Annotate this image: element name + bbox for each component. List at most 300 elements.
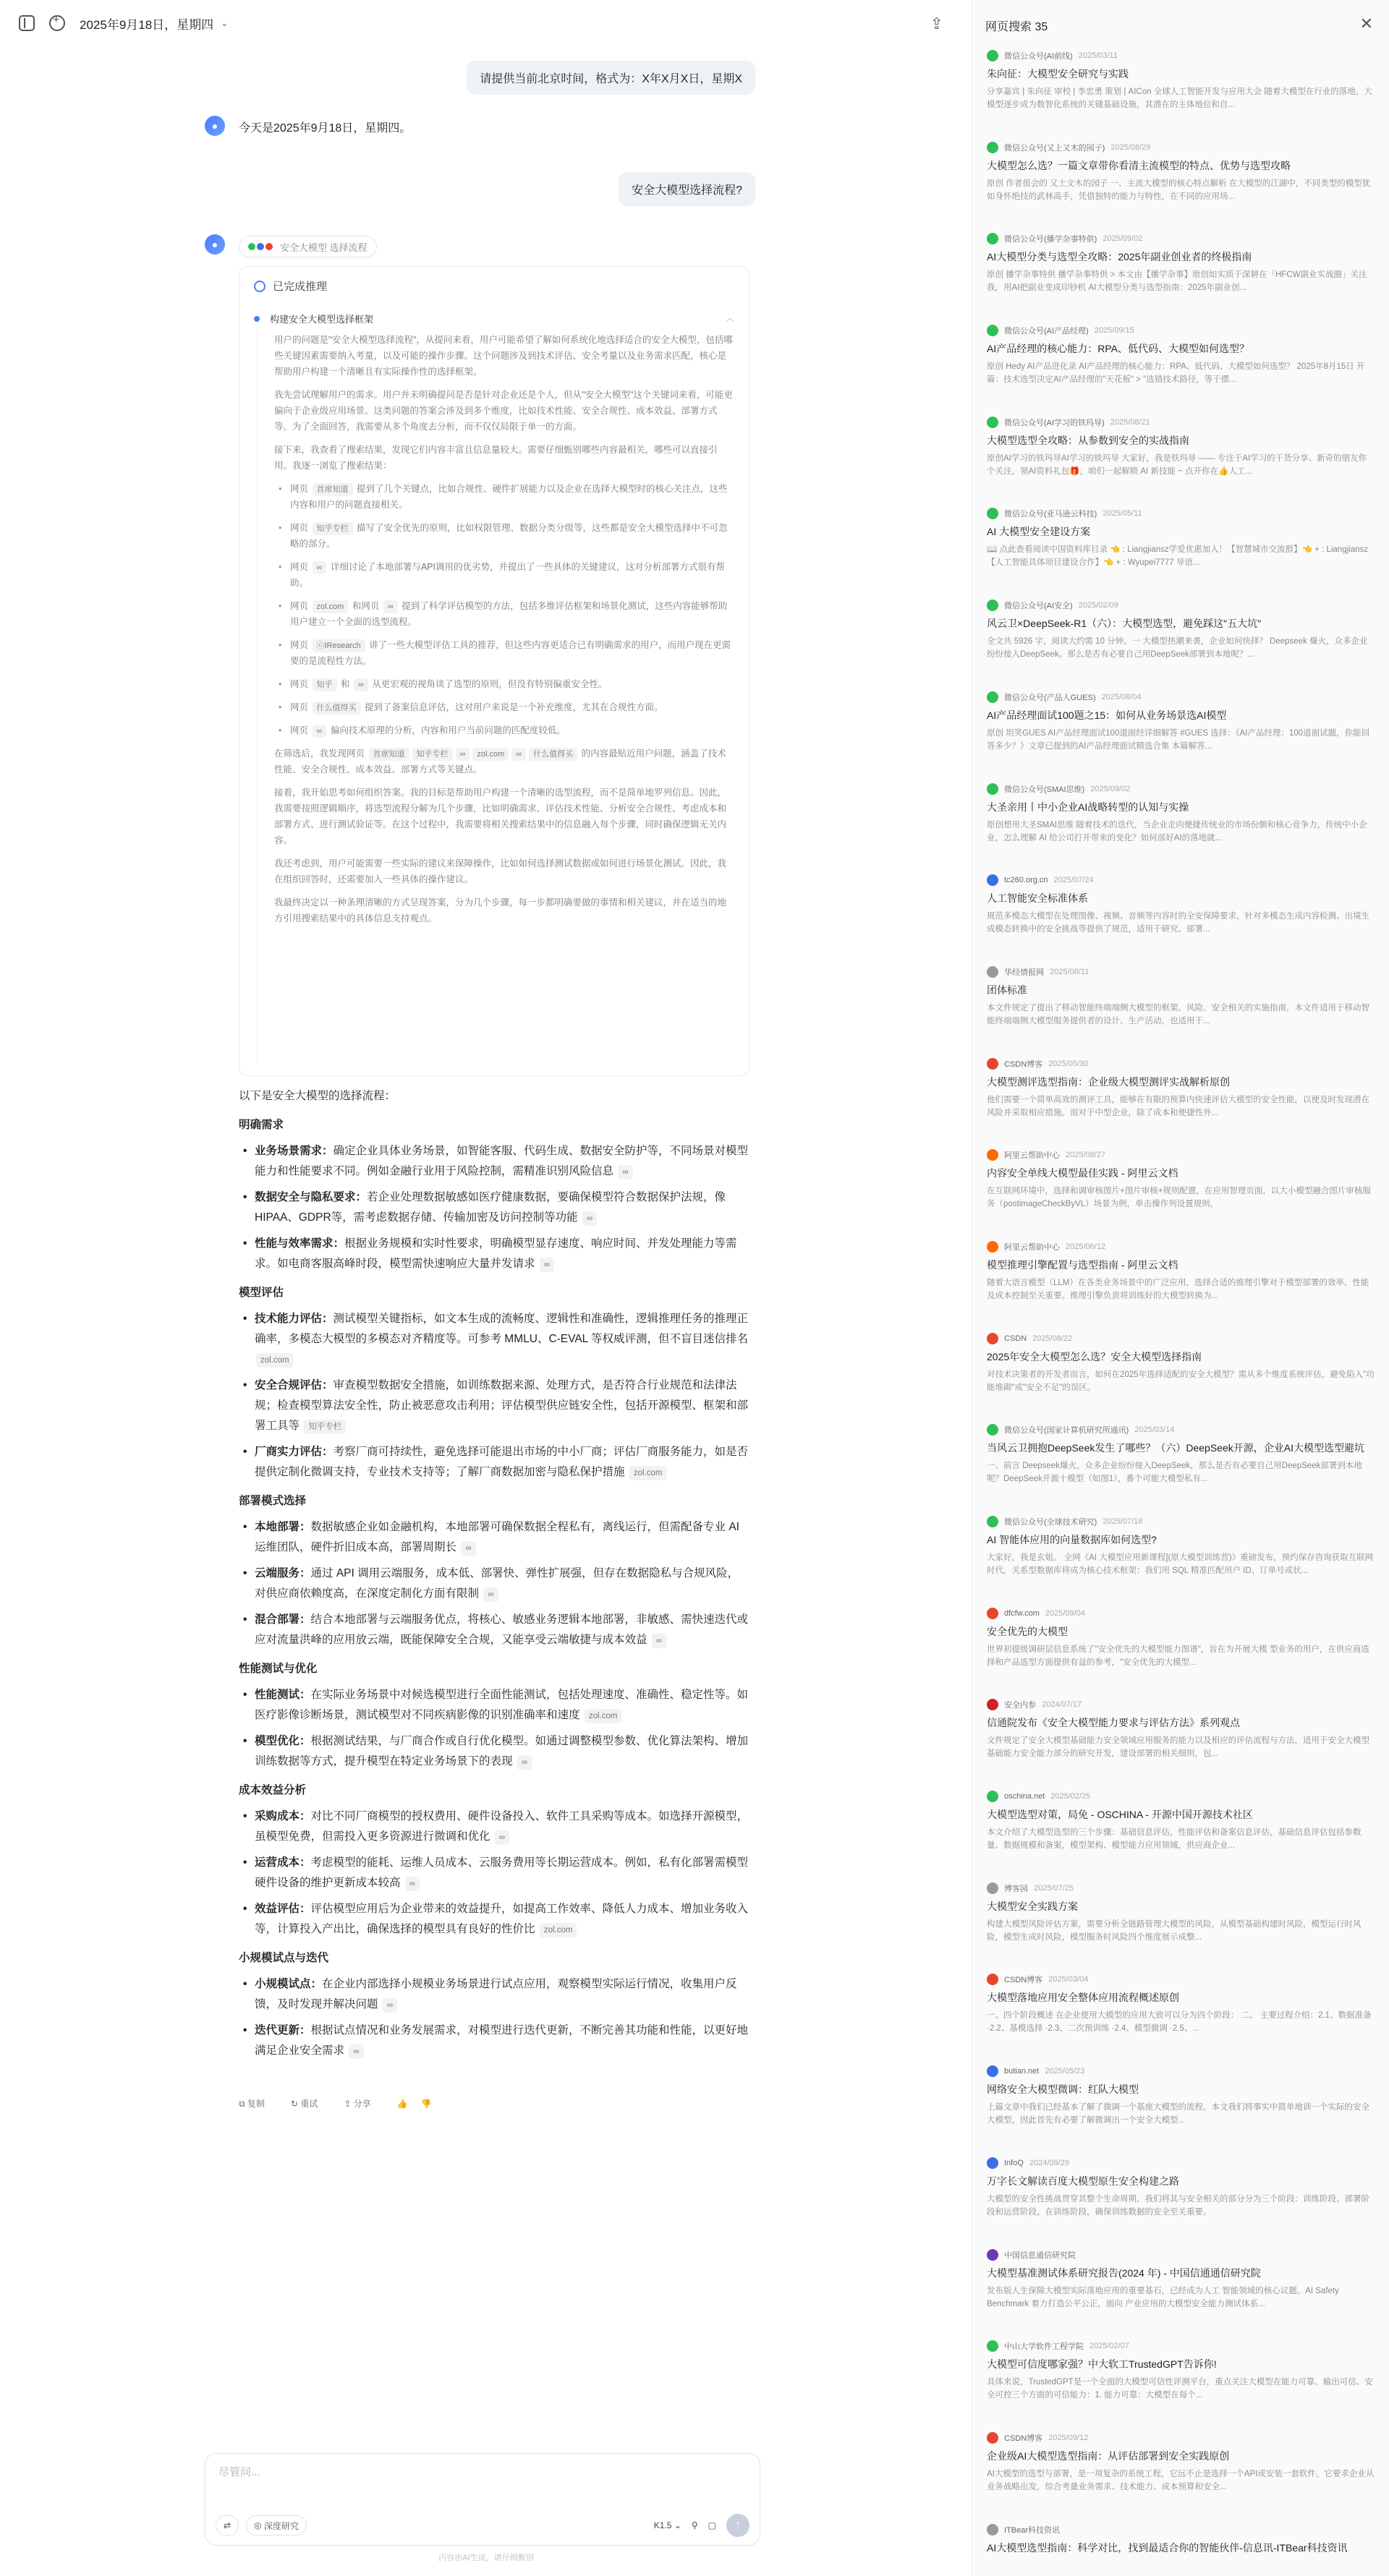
chat-title[interactable]: 2025年9月18日，星期四 <box>80 17 214 32</box>
source-chip[interactable]: ⓒIResearch <box>313 639 365 652</box>
result-title[interactable]: 风云卫×DeepSeek-R1（六）：大模型选型，避免踩这"五大坑" <box>987 618 1262 630</box>
search-result[interactable] <box>972 1698 1389 1790</box>
reasoning-body <box>274 332 734 934</box>
result-snippet: 本文介绍了大模型选型的三个步骤：基础信息评估，性能评估和备案信息评估，基础信息评估包括参数量、数据规模和备案，模型架构、模型能力应用领域，供应商企业... <box>987 1828 1362 1851</box>
answer-item-text: 数据敏感企业如金融机构，本地部署可确保数据全程私有，离线运行，但需配备专业 AI 运维团队，硬件折旧成本高，部署周期长 <box>255 1521 739 1553</box>
source-favicon-icon <box>987 691 998 703</box>
cube-icon[interactable]: ▢ <box>708 2520 716 2530</box>
result-source: 微信公众号(AI产品经理) 2025/09/15 <box>987 324 1375 337</box>
search-result[interactable] <box>972 324 1389 416</box>
result-snippet: 规范多模态大模型在处理图像、视频、音频等内容时的全安保障要求，针对多模态生成内容检测、出境生成模态转换中的安全挑战等提供了规范，适用于研究、部署... <box>987 912 1369 934</box>
source-favicon-icon <box>987 1424 998 1436</box>
close-icon[interactable]: ✕ <box>1359 14 1373 33</box>
answer-item-text: 考察厂商可持续性，避免选择可能退出市场的中小厂商；评估厂商服务能力，如是否提供定制化微调支持，专业技术支持等；了解厂商数据加密与隐私保护措施 <box>255 1446 749 1478</box>
citation-chip[interactable]: ∞ <box>461 1541 475 1556</box>
result-snippet: 上篇文章中我们已经基本了解了微调一个基座大模型的流程。本文我们将事实中简单地训一个实际的安全大模型，因此首先有必要了解微调出一个安全大模型... <box>987 2103 1369 2125</box>
answer-section-heading: 明确需求 <box>239 1119 284 1131</box>
result-snippet: 原创 播学杂事特供 播学杂事特供 > 本文由【播学杂事】原创如实质于深耕在「HFCW副业实战圈」关注我，用AI把副业变成印钞机 AI大模型分类与选型指南：2025年副业创... <box>987 270 1367 293</box>
search-result[interactable] <box>972 1515 1389 1607</box>
result-source: dfcfw.com 2025/09/04 <box>987 1607 1375 1620</box>
search-result[interactable] <box>972 2340 1389 2431</box>
result-source: 微信公众号(又上又木的园子) 2025/08/29 <box>987 141 1375 154</box>
share-icon[interactable]: ⇪ <box>930 14 943 33</box>
source-favicon-icon <box>987 966 998 978</box>
retry-button[interactable]: ↻ 重试 <box>290 2099 318 2109</box>
search-result[interactable] <box>972 2248 1389 2340</box>
answer-item-text: 根据试点情况和业务发展需求，对模型进行迭代更新，不断完善其功能和性能，以更好地满足企业安全需求 <box>255 2024 749 2057</box>
source-favicon-icon <box>987 2249 998 2261</box>
answer-list-item <box>239 1564 749 1604</box>
answer-item-text: 对比不同厂商模型的授权费用、硬件设备投入、软件工具采购等成本。如选择开源模型，虽模型免费，但需投入更多资源进行微调和优化 <box>255 1810 749 1843</box>
citation-chip[interactable]: ∞ <box>383 1998 397 2013</box>
result-date: 2025/06/12 <box>1066 1242 1106 1251</box>
result-title[interactable]: AI产品经理的核心能力：RPA、低代码、大模型如何选型？ <box>987 343 1249 355</box>
answer-list-item <box>239 1685 749 1726</box>
result-source: 微信公众号(SMAI思维) 2025/09/02 <box>987 782 1375 796</box>
answer-intro: 以下是安全大模型的选择流程： <box>239 1090 396 1102</box>
result-title[interactable]: 企业级AI大模型选型指南：从评估部署到安全实践原创 <box>987 2449 1230 2462</box>
result-snippet: 原创 作者很会的 又土文木的园子 一、主流大模型的核心特点解析 在大模型的江湖中，不同类型的模型犹如身怀绝技的武林高手，凭借独特的能力与特性，在不同的应用场... <box>987 179 1371 201</box>
result-source: InfoQ 2024/09/29 <box>987 2157 1375 2170</box>
answer-item-text: 评估模型应用后为企业带来的效益提升，如提高工作效率、降低人力成本、增加业务收入等，计算投入产出比，确保选择的模型具有良好的性价比 <box>255 1903 749 1935</box>
chevron-up-icon[interactable]: ︿ <box>725 313 734 323</box>
search-result[interactable] <box>972 782 1389 874</box>
source-favicon-icon <box>987 1974 998 1985</box>
result-source: tc260.org.cn 2025/07/24 <box>987 874 1375 887</box>
answer-list <box>239 1309 749 1483</box>
source-chip[interactable]: 首席知道 <box>313 483 353 496</box>
citation-chip[interactable]: ∞ <box>483 1587 498 1602</box>
search-result[interactable] <box>972 1790 1389 1882</box>
result-source: CSDN博客 2025/09/12 <box>987 2431 1375 2444</box>
source-favicon-icon <box>987 600 998 611</box>
answer-item-label: 云端服务： <box>255 1567 311 1579</box>
source-chip[interactable]: 知乎专栏 <box>313 522 353 535</box>
citation-chip[interactable]: ∞ <box>540 1258 554 1272</box>
answer-list-item <box>239 1807 749 1847</box>
result-date: 2025/07/25 <box>1034 1883 1074 1893</box>
citation-chip[interactable]: zol.com <box>540 1923 577 1937</box>
result-title[interactable]: 内容安全单线大模型最佳实践 - 阿里云文档 <box>987 1167 1178 1180</box>
result-title[interactable]: 当风云卫拥抱DeepSeek发生了哪些？（六）DeepSeek开源，企业AI大模型选型避坑 <box>987 1442 1364 1454</box>
answer-list-item <box>239 1309 749 1370</box>
source-favicon-icon <box>987 417 998 428</box>
result-snippet: 他们需要一个简单高效的测评工具，能够在有限的预算内快速评估大模型的安全性能，以便及时发现潜在风险并采取相应措施。而对于中型企业，除了成本和便捷性外... <box>987 1095 1369 1117</box>
answer-list-item <box>239 1376 749 1436</box>
search-result[interactable] <box>972 2431 1389 2523</box>
result-source: 微信公众号(AI安全) 2025/02/09 <box>987 599 1375 612</box>
source-favicon-icon <box>987 2432 998 2444</box>
citation-chip[interactable]: ∞ <box>349 2044 363 2059</box>
result-title[interactable]: 大模型落地应用安全整体应用流程概述原创 <box>987 1992 1179 2004</box>
result-date: 2025/08/11 <box>1050 967 1089 976</box>
citation-chip[interactable]: ∞ <box>618 1165 632 1180</box>
source-chip[interactable]: ∞ <box>313 561 327 574</box>
answer-section-heading: 模型评估 <box>239 1287 284 1299</box>
result-title[interactable]: 大模型怎么选？一篇文章带你看清主流模型的特点、优势与选型攻略 <box>987 159 1291 171</box>
answer-list-item <box>239 1853 749 1893</box>
result-title[interactable]: 团体标准 <box>987 984 1027 996</box>
citation-chip[interactable]: ∞ <box>582 1211 597 1226</box>
result-source: 微信公众号(国家计算机研究所通讯) 2025/03/14 <box>987 1423 1375 1436</box>
tools-button[interactable]: ⇄ <box>216 2515 239 2536</box>
result-date: 2025/08/27 <box>1066 1151 1106 1160</box>
result-snippet: AI大模型的选型与部署，是一项复杂的系统工程，它远不止是选择一个API或安装一套软件。它要求企业从业务战略出发，综合考量业务需求、技术能力、成本预算和安全... <box>987 2469 1375 2491</box>
user-message: 安全大模型选择流程? <box>619 172 755 206</box>
top-bar <box>0 0 972 46</box>
source-chip[interactable]: 知乎专栏 <box>412 748 453 761</box>
bulb-icon <box>254 281 266 292</box>
answer-list-item <box>239 1187 749 1228</box>
search-result[interactable] <box>972 874 1389 965</box>
result-date: 2025/09/15 <box>1094 326 1134 336</box>
reasoning-header[interactable] <box>254 278 327 294</box>
result-source: 安全内参 2024/07/17 <box>987 1698 1375 1711</box>
source-favicon-icon <box>987 874 998 886</box>
send-button[interactable]: ↑ <box>726 2514 749 2537</box>
result-title[interactable]: 朱向征：大模型安全研究与实践 <box>987 68 1129 80</box>
answer-item-label: 安全合规评估： <box>255 1379 334 1391</box>
answer-item-label: 混合部署： <box>255 1613 311 1626</box>
result-date: 2025/08/29 <box>1110 142 1151 152</box>
search-result[interactable] <box>972 232 1389 324</box>
result-date: 2024/09/29 <box>1029 2158 1069 2167</box>
result-snippet: 📖 点此查看阅读中国资料库目录 👈 : Liangjiansz学爱优惠加入！【智慧城市交流群】👈 + : Liangjiansz【人工智能具体项目建设合作】👈 + : Wyupei7777 导语... <box>987 545 1369 568</box>
answer-list <box>239 1141 749 1274</box>
result-date: 2025/09/04 <box>1045 1608 1085 1618</box>
answer-item-text: 根据测试结果，与厂商合作或自行优化模型。如通过调整模型参数、优化算法架构、增加训练数据等方式，提升模型在特定业务场景下的表现 <box>255 1735 749 1767</box>
result-source: CSDN博客 2025/03/04 <box>987 1973 1375 1986</box>
result-snippet: 文件规定了安全大模型基础能力安全领域应用服务的能力以及相应的评估流程与方法，适用于安全大模型基础能力安全能力部分的研究开发，建设部署的相关细则，包... <box>987 1736 1369 1759</box>
result-title[interactable]: AI大模型选型指南：科学对比，找到最适合你的智能伙伴-信息讯-ITBear科技资讯 <box>987 2541 1348 2554</box>
result-source: 中山大学软件工程学院 2025/02/07 <box>987 2340 1375 2353</box>
answer-item-text: 审查模型数据安全措施，如训练数据来源、处理方式，是否符合行业规范和法律法规；检查模型算法安全性，防止被恶意攻击利用；评估模型供应链安全性，包括开源模型、框架和部署工具等 <box>255 1379 749 1432</box>
answer-list-item <box>239 1610 749 1650</box>
result-snippet: 世界初提级调研层信息系统了"安全优先的大模型能力图谱"，旨在为开展大模 型业务的用户，在供应商选择和产品选型方面提供有益的参考，"安全优先的大模型... <box>987 1645 1369 1667</box>
search-result[interactable] <box>972 1882 1389 1974</box>
result-snippet: 对技术决策者的开发者而言，如何在2025年选择适配的安全大模型？需从多个维度系统评估，避免陷入"功能堆砌"或"安全不足"的误区。 <box>987 1370 1375 1392</box>
result-source: 中国信息通信研究院 <box>987 2248 1375 2261</box>
reasoning-paragraph: 我还考虑到，用户可能需要一些实际的建议来保障操作，比如如何选择测试数据或如何进行场景化测试。因此，我在组织回答时，还需要加入一些具体的操作建议。 <box>274 858 727 884</box>
share-button[interactable]: ⇪ 分享 <box>344 2099 371 2109</box>
reasoning-paragraph: 我最终决定以一种条理清晰的方式呈现答案，分为几个步骤，每一步都明确要做的事情和相关建议，并在适当的地方引用搜索结果中的具体信息支持观点。 <box>274 897 727 924</box>
result-snippet: 随着大语言模型（LLM）在各类业务场景中的广泛应用，选择合适的推理引擎对于模型部署的效率、性能及成本控制至关重要。推理引擎负责将训练好的大模型转换为... <box>987 1278 1369 1300</box>
search-result[interactable] <box>972 1973 1389 2065</box>
result-date: 2025/03/04 <box>1048 1975 1089 1984</box>
result-snippet: 在互联网环境中，选择和调审核图片+图片审核+规则配置，在应用智理页面，以大小模型融合图片审核服务（postimageCheckByVL）场景为例，单击操作列设置规则。 <box>987 1187 1371 1209</box>
search-result[interactable] <box>972 1057 1389 1149</box>
citation-chip[interactable]: zol.com <box>585 1709 622 1723</box>
answer-section-heading: 小规模试点与迭代 <box>239 1952 329 1964</box>
search-result[interactable] <box>972 691 1389 782</box>
source-chip[interactable]: 首席知道 <box>369 748 409 761</box>
sidebar-toggle-icon[interactable] <box>19 15 35 31</box>
answer-item-text: 考虑模型的能耗、运维人员成本、云服务费用等长期运营成本。例如，私有化部署需模型硬件设备的维护更新成本较高 <box>255 1856 749 1889</box>
search-result[interactable] <box>972 2523 1389 2576</box>
source-favicon-icon <box>987 2157 998 2169</box>
assistant-message: 今天是2025年9月18日，星期四。 <box>239 122 412 135</box>
composer[interactable] <box>205 2453 760 2546</box>
answer-item-label: 本地部署： <box>255 1521 311 1533</box>
reasoning-list-item: • 网页 知乎专栏 描写了安全优先的原则，比如权限管理、数据分类分级等，这些都是安全大模型选择中不可忽略的部分。 <box>274 520 734 552</box>
reasoning-paragraph: 接下来，我查看了搜索结果，发现它们内容丰富且信息量较大。需要仔细甄别哪些内容最相关，哪些可以直接引用。我逐一浏览了搜索结果： <box>274 445 718 471</box>
answer-list-item <box>239 1141 749 1182</box>
answer-item-text: 根据业务规模和实时性要求，明确模型显存速度、响应时间、并发处理能力等需求。如电商客服高峰时段，模型需快速响应大量并发请求 <box>255 1237 737 1270</box>
result-snippet: 大家好，我是玄姐。 全网《AI 大模型应用新课程](原大模型训练营)》重磅发布，预约保存咨询获取互联网时代，关系型数据库将成为核心技术框架：我们用 SQL 精准匹配用户 ID、订单号或状... <box>987 1553 1374 1575</box>
answer-list <box>239 1974 749 2061</box>
model-selector[interactable]: K1.5 ⌄ <box>653 2520 681 2530</box>
search-panel-title: 网页搜索 35 <box>985 21 1048 33</box>
citation-chip[interactable]: 知乎专栏 <box>304 1420 346 1434</box>
result-date: 2025/09/12 <box>1048 2433 1089 2442</box>
reasoning-list-item: • 网页 首席知道 提到了几个关键点，比如合规性、硬件扩展能力以及企业在选择大模型时的核心关注点，这些内容和用户的问题直接相关。 <box>274 481 734 513</box>
result-snippet: 分享嘉宾 | 朱向征 审校 | 李忠勇 策划 | AICon 全球人工智能开发与应用大会 随着大模型在行业的落地，大模型逐步成为数智化系统的关键基础设施，其潜在的主体地位和自... <box>987 88 1372 109</box>
search-result[interactable] <box>972 416 1389 508</box>
answer-item-label: 采购成本： <box>255 1810 311 1822</box>
assistant-avatar: ● <box>205 116 225 136</box>
result-date: 2025/02/07 <box>1089 2342 1130 2351</box>
source-chip[interactable]: zol.com <box>472 748 509 761</box>
attach-icon[interactable]: ⚲ <box>691 2520 698 2530</box>
result-snippet: 一、四个阶段概述 在企业使用大模型的应用大致可以分为四个阶段： 二、 主要过程介绍：2.1、数据准备 ·2.2、基模选择 ·2.3、二次预训练 ·2.4、模型微调 ·2.5、... <box>987 2011 1372 2034</box>
sources-pill[interactable] <box>239 236 377 257</box>
result-snippet: 本文件规定了提出了移动智能终端端侧大模型的框架、风险、安全相关的实施指南，本文件适用于移动智能终端端侧大模型服务提供者的设计、生产活动，也适用于... <box>987 1003 1369 1025</box>
result-date: 2025/02/25 <box>1050 1792 1091 1801</box>
result-source: 阿里云帮助中心 2025/08/27 <box>987 1148 1375 1161</box>
result-snippet: 原创AI学习的铁玛导AI学习的铁玛导 大家好，我是铁玛导 —— 专注于AI学习的干货分享、新奇的朋友你个关注，领AI资料礼包🎁，咱们一起解锁 AI 新技能 ~ 点开你在👍人工... <box>987 453 1367 476</box>
citation-chip[interactable]: ∞ <box>517 1755 532 1770</box>
assistant-avatar: ● <box>205 234 225 255</box>
result-snippet <box>987 2559 1375 2576</box>
result-title[interactable]: 万字长文解读百度大模型原生安全构建之路 <box>987 2175 1179 2187</box>
reasoning-status: 已完成推理 <box>273 281 328 293</box>
source-favicons-icon <box>248 243 274 250</box>
search-panel <box>972 0 1389 2576</box>
result-title[interactable]: 大圣亲用丨中小企业AI战略转型的认知与实操 <box>987 801 1189 813</box>
source-favicon-icon <box>987 1516 998 1527</box>
answer-item-label: 迭代更新： <box>255 2024 311 2037</box>
search-result[interactable] <box>972 141 1389 233</box>
source-favicon-icon <box>987 1699 998 1710</box>
citation-chip[interactable]: zol.com <box>256 1353 294 1368</box>
search-results <box>972 49 1389 2576</box>
source-favicon-icon <box>987 783 998 795</box>
result-date: 2025/08/21 <box>1110 417 1150 427</box>
answer-list <box>239 1685 749 1772</box>
result-source: 微信公众号(AI前线) 2025/03/11 <box>987 49 1375 62</box>
source-chip[interactable]: ∞ <box>354 678 368 691</box>
search-result[interactable] <box>972 1148 1389 1240</box>
source-chip[interactable]: 什么值得买 <box>313 701 361 715</box>
reasoning-list <box>274 481 734 738</box>
search-result[interactable] <box>972 49 1389 141</box>
new-chat-icon[interactable] <box>49 15 65 31</box>
search-result[interactable] <box>972 2157 1389 2248</box>
result-date: 2025/09/02 <box>1090 784 1131 793</box>
result-date: 2025/05/30 <box>1048 1059 1089 1068</box>
result-snippet: 一、前言 Deepseek爆火，众多企业纷纷接入DeepSeek，那么是否有必要自己用DeepSeek部署到本地呢？DeepSeek开源十模型（如图1），番个可能大模型私有... <box>987 1462 1362 1484</box>
result-title[interactable]: AI 智能体应用的向量数据库如何选型? <box>987 1534 1157 1545</box>
result-title[interactable]: 人工智能安全标准体系 <box>987 892 1088 905</box>
result-title[interactable]: 2025年安全大模型怎么选？安全大模型选择指南 <box>987 1350 1202 1362</box>
result-date: 2025/03/11 <box>1078 51 1118 60</box>
result-title[interactable]: 大模型基准测试体系研究报告(2024 年) - 中国信通通信研究院 <box>987 2266 1261 2279</box>
answer-item-label: 技术能力评估： <box>255 1313 334 1325</box>
result-date: 2025/09/02 <box>1103 234 1143 244</box>
answer-item-label: 业务场景需求： <box>255 1145 334 1157</box>
thumbs-down-icon[interactable]: 👎 <box>420 2098 432 2109</box>
reasoning-list-item: • 网页 知乎 和 ∞ 从更宏观的视角谈了选型的原则，但没有特别偏重安全性。 <box>274 676 734 692</box>
result-date: 2025/07/18 <box>1103 1517 1143 1526</box>
answer-item-label: 厂商实力评估： <box>255 1446 334 1458</box>
result-source: 微信公众号(亚马逊云科技) 2025/05/11 <box>987 507 1375 520</box>
search-result[interactable] <box>972 965 1389 1057</box>
message-actions <box>239 2097 445 2110</box>
answer-list <box>239 1807 749 1940</box>
answer-item-label: 数据安全与隐私要求： <box>255 1191 368 1203</box>
source-favicon-icon <box>987 325 998 336</box>
reasoning-list-item: • 网页 zol.com 和网页 ∞ 提到了科学评估模型的方法，包括多维评估框架和场景化测试，这些内容能够帮助用户建立一个全面的选型流程。 <box>274 598 734 630</box>
answer-item-label: 运营成本： <box>255 1856 311 1869</box>
copy-button[interactable]: ⧉ 复制 <box>239 2099 265 2109</box>
result-title[interactable]: AI产品经理面试100题之15：如何从业务场景选AI模型 <box>987 709 1227 721</box>
answer-item-text: 确定企业具体业务场景，如智能客服、代码生成、数据安全防护等，不同场景对模型能力和性能要求不同。例如金融行业用于风险控制，需精准识别风险信息 <box>255 1145 749 1177</box>
result-title[interactable]: 网络安全大模型微调：红队大模型 <box>987 2084 1139 2096</box>
result-source: 阿里云帮助中心 2025/06/12 <box>987 1240 1375 1253</box>
deep-research-button[interactable]: ◎ 深度研究 <box>246 2515 307 2536</box>
answer-item-label: 性能与效率需求： <box>255 1237 345 1250</box>
step-dot-icon <box>254 316 260 322</box>
source-favicon-icon <box>987 1333 998 1344</box>
source-favicon-icon <box>987 233 998 244</box>
answer-item-text: 通过 API 调用云端服务，成本低、部署快、弹性扩展强，但存在数据隐私与合规风险，对供应商依赖度高，在深度定制化方面有限制 <box>255 1567 739 1600</box>
answer-item-text: 在企业内部选择小规模业务场景进行试点应用，观察模型实际运行情况，收集用户反馈，及时发现并解决问题 <box>255 1978 737 2010</box>
result-title[interactable]: AI大模型分类与选型全攻略：2025年副业创业者的终极指南 <box>987 251 1252 263</box>
result-date: 2025/02/09 <box>1078 601 1118 610</box>
source-chip[interactable]: ∞ <box>313 725 327 738</box>
source-favicon-icon <box>987 1241 998 1253</box>
result-source: 微信公众号(全球技术研究) 2025/07/18 <box>987 1515 1375 1528</box>
result-date: 2025/03/14 <box>1134 1425 1175 1435</box>
user-message: 请提供当前北京时间，格式为：X年X月X日，星期X <box>467 61 755 95</box>
source-favicon-icon <box>987 1608 998 1619</box>
reasoning-step[interactable] <box>254 312 373 325</box>
citation-chip[interactable]: ∞ <box>405 1877 420 1891</box>
timeline-line <box>257 326 258 1064</box>
answer-list-item <box>239 1442 749 1483</box>
citation-chip[interactable]: ∞ <box>495 1830 509 1845</box>
chevron-down-icon[interactable]: ⌄ <box>221 18 229 28</box>
result-source: CSDN 2025/08/22 <box>987 1332 1375 1345</box>
source-chip[interactable]: ∞ <box>383 600 398 613</box>
result-title[interactable]: 信通院发布《安全大模型能力要求与评估方法》系列观点 <box>987 1717 1240 1729</box>
source-chip[interactable]: zol.com <box>313 600 349 613</box>
source-favicon-icon <box>987 50 998 61</box>
result-source: 微信公众号(产品人GUES) 2025/08/04 <box>987 691 1375 704</box>
composer-input[interactable]: 尽管问... <box>218 2466 260 2478</box>
result-title[interactable]: 模型推理引擎配置与选型指南 - 阿里云文档 <box>987 1258 1178 1271</box>
citation-chip[interactable]: ∞ <box>652 1634 666 1648</box>
answer-item-label: 小规模试点： <box>255 1978 323 1990</box>
result-title[interactable]: AI 大模型安全建设方案 <box>987 526 1091 538</box>
result-title[interactable]: 大模型可信度哪家强？中大软工TrustedGPT告诉你! <box>987 2358 1217 2371</box>
answer-list-item <box>239 1899 749 1940</box>
source-favicon-icon <box>987 1882 998 1894</box>
result-source: 博客园 2025/07/25 <box>987 1882 1375 1895</box>
source-favicon-icon <box>987 508 998 519</box>
result-snippet: 发布版人生保障大模型实际落地应用的重要基石，已经成为人工 智能领域的核心议题。AI Safety Benchmark 着力打造公平公正，面向 产业应用的大模型安全能力测试体系... <box>987 2286 1339 2308</box>
result-title[interactable]: 安全优先的大模型 <box>987 1625 1068 1637</box>
thumbs-up-icon[interactable]: 👍 <box>396 2098 408 2109</box>
result-source: 微信公众号(AI学习的铁玛导) 2025/08/21 <box>987 416 1375 429</box>
result-date: 2024/07/17 <box>1042 1700 1082 1710</box>
answer-item-label: 效益评估： <box>255 1903 311 1915</box>
search-result[interactable] <box>972 1332 1389 1424</box>
search-result[interactable] <box>972 507 1389 599</box>
result-source: butian.net 2025/05/23 <box>987 2065 1375 2078</box>
result-title[interactable]: 大模型选型全攻略：从参数到安全的实战指南 <box>987 434 1189 446</box>
reasoning-list-item: • 网页 ∞ 偏向技术原理的分析，内容和用户当前问题的匹配度较低。 <box>274 722 734 738</box>
answer-item-text: 在实际业务场景中对候选模型进行全面性能测试，包括处理速度、准确性、稳定性等。如医疗影像诊断场景，测试模型对不同疾病影像的识别准确率和速度 <box>255 1689 749 1721</box>
reasoning-step-label: 构建安全大模型选择框架 <box>270 314 374 325</box>
answer-section-heading: 成本效益分析 <box>239 1784 307 1796</box>
reasoning-list-item: • 网页 ∞ 详细讨论了本地部署与API调用的优劣势，并提出了一些具体的关键建议，这对分析部署方式很有帮助。 <box>274 559 734 591</box>
source-favicon-icon <box>987 142 998 153</box>
answer-list-item <box>239 1731 749 1772</box>
composer-toolbar <box>216 2515 749 2536</box>
answer-item-text: 结合本地部署与云端服务优点，将核心、敏感业务逻辑本地部署，非敏感、需快速迭代或应对流量洪峰的应用放云端，既能保障安全合规，又能享受云端敏捷与成本效益 <box>255 1613 749 1646</box>
disclaimer: 内容由AI生成，请仔细甄别 <box>438 2554 534 2562</box>
reasoning-list-item: • 网页 ⓒIResearch 讲了一些大模型评估工具的推荐，但这些内容更适合已有明确需求的用户，而用户现在更需要的是流程性方法。 <box>274 637 734 669</box>
result-title[interactable]: 大模型测评选型指南：企业级大模型测评实战解析原创 <box>987 1075 1230 1088</box>
result-source: 华经情报网 2025/08/11 <box>987 965 1375 978</box>
reasoning-list-item: • 网页 什么值得买 提到了备案信息评估，这对用户来说是一个补充维度，尤其在合规性方面。 <box>274 699 734 715</box>
result-snippet: 原创 坦笑GUES AI产品经理面试100道面经详细解答 #GUES 选择：《AI产品经理：100道面试题，你能回答多少？》文章已提到的AI产品经理面试精选合集 本篇解答... <box>987 728 1370 751</box>
answer-list-item <box>239 2021 749 2061</box>
search-result[interactable] <box>972 1423 1389 1515</box>
result-snippet: 全文共 5926 字，阅读大约需 10 分钟。一 大模型热潮来袭，企业如何快择？ Deepseek 爆火，众多企业纷纷接入DeepSeek。那么是否有必要自己用DeepSeek部署到本地呢？... <box>987 637 1368 660</box>
result-date: 2025/08/04 <box>1101 692 1142 701</box>
result-snippet: 原创想用大圣SMAI思维 随着技术的迭代，当企业走向便捷传统业的市场份额和核心竞争力，传统中小企业，怎么理解 AI 给公司打开带来的变化？如何部好AI的落地就... <box>987 820 1367 843</box>
source-favicon-icon <box>987 2065 998 2077</box>
result-snippet: 构建大模型风险评估方案，需要分析全链路管理大模型的风险，从模型基础构建时风险，模型运行时风险，模型生成时风险，模型服务时风险四个维度展示成整... <box>987 1919 1362 1942</box>
answer-list-item <box>239 1234 749 1274</box>
result-date: 2025/08/22 <box>1032 1334 1073 1343</box>
citation-chip[interactable]: zol.com <box>629 1466 667 1480</box>
source-chip[interactable]: 什么值得买 <box>529 748 577 761</box>
result-title[interactable]: 大模型安全实践方案 <box>987 1900 1078 1912</box>
search-result[interactable] <box>972 2065 1389 2157</box>
source-chip[interactable]: 知乎 <box>313 678 337 691</box>
search-result[interactable] <box>972 1240 1389 1332</box>
reasoning-paragraph: 接着，我开始思考如何组织答案。我的目标是帮助用户构建一个清晰的选型流程，而不是简单地罗列信息。因此，我需要按照逻辑顺序，将选型流程分解为几个步骤，比如明确需求、评估技术性能、分析安全合规性、考虑成本和部署方式、进行测试验证等。在这个过程中，我需要将相关搜索结果中的信息融入每个步骤，同时确保逻辑无关内容。 <box>274 788 727 845</box>
result-snippet: 具体来说，TrustedGPT是一个全面的大模型可信性评测平台，重点关注大模型在能力可靠、输出可信、安全可控三个方面的可信能力：1. 能力可靠：大模型在每个... <box>987 2378 1373 2400</box>
source-chip[interactable]: ∞ <box>456 748 470 761</box>
source-favicon-icon <box>987 2524 998 2536</box>
search-result[interactable] <box>972 599 1389 691</box>
source-favicon-icon <box>987 1058 998 1070</box>
result-source: ITBear科技资讯 <box>987 2523 1375 2536</box>
result-date: 2025/05/11 <box>1103 509 1142 519</box>
reasoning-paragraph: 用户的问题是"安全大模型选择流程"，从提问来看，用户可能希望了解如何系统化地选择适合的安全大模型，包括哪些关键因素需要纳入考量，以及可能的操作步骤。这个问题涉及到技术评估、安全考量以及业务需求匹配，核心是帮助用户构建一个清晰且有实际操作性的选择框架。 <box>274 335 733 377</box>
sources-pill-label: 安全大模型 选择流程 <box>280 242 368 253</box>
result-title[interactable]: 大模型选型对策，局免 - OSCHINA - 开源中国开源技术社区 <box>987 1809 1253 1821</box>
result-snippet: 大模型的安全性挑战贯穿其整个生命周期，我们将其与安全相关的部分分为三个阶段：训练阶段、部署阶段和运营阶段。在训练阶段，确保训练数据的安全至关重要。 <box>987 2194 1369 2217</box>
source-chip[interactable]: ∞ <box>511 748 526 761</box>
search-result[interactable] <box>972 1607 1389 1699</box>
answer-item-text: 若企业处理数据敏感如医疗健康数据，要确保模型符合数据保护法规，像HIPAA、GDPR等，需考虑数据存储、传输加密及访问控制等功能 <box>255 1191 726 1224</box>
answer-item-label: 模型优化： <box>255 1735 311 1747</box>
